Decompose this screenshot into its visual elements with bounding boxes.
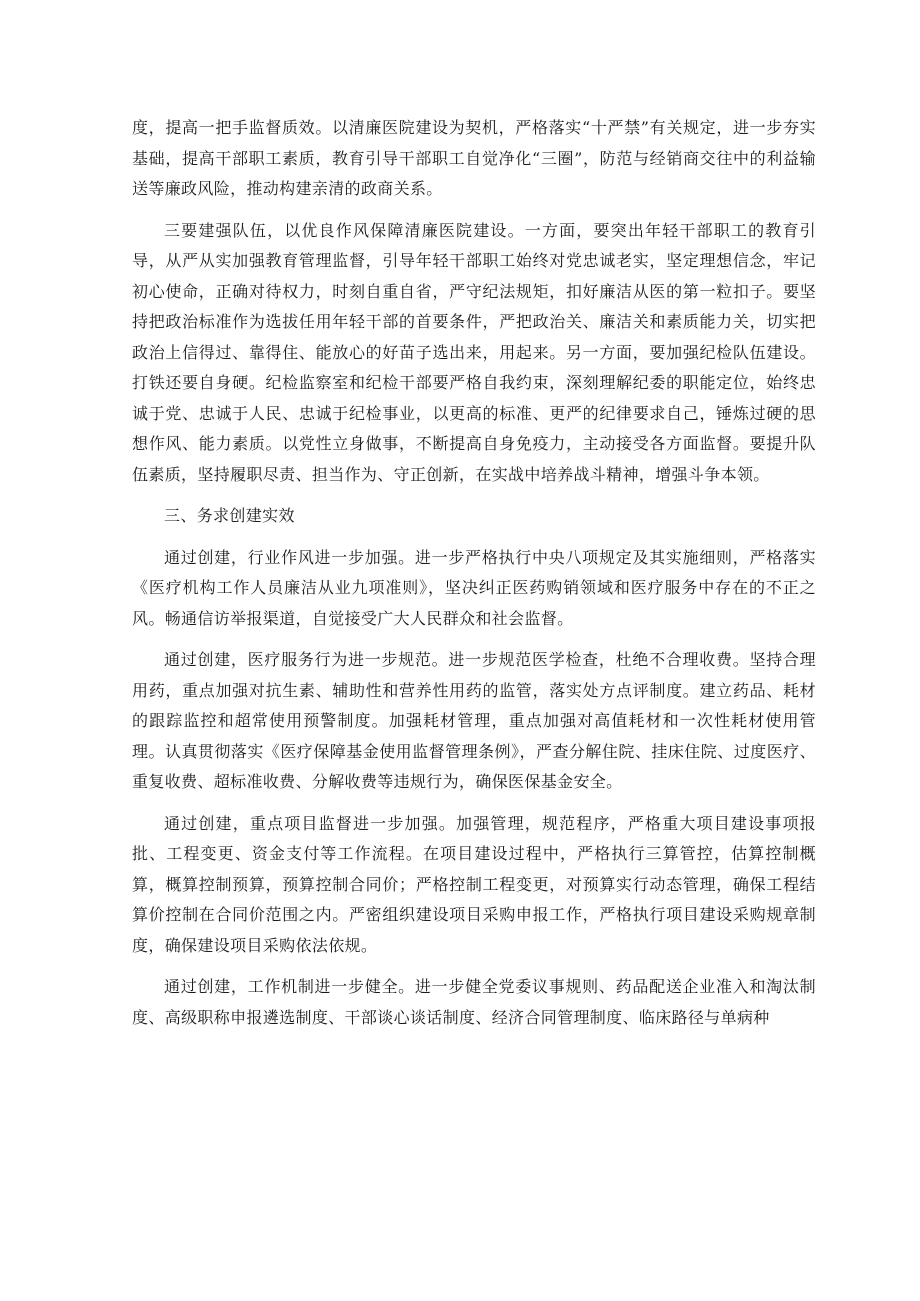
paragraph-team-building: 三要建强队伍，以优良作风保障清廉医院建设。一方面，要突出年轻干部职工的教育引导，从严从实加强教育管理监督，引导年轻干部职工始终对党忠诚老实，坚定理想信念，牢记初心使命，正确对待权力，时刻自重自省，严守纪法规矩，扣好廉洁从医的第一粒扣子。要坚持把政治标准作为选拔任用年轻干部的首要条件，严把政治关、廉洁关和素质能力关，切实把政治上信得过、靠得住、能放心的好苗子选出来，用起来。另一方面，要加强纪检队伍建设。打铁还要自身硬。纪检监察室和纪检干部要严格自我约束，深刻理解纪委的职能定位，始终忠诚于党、忠诚于人民、忠诚于纪检事业，以更高的标准、更严的纪律要求自己，锤炼过硬的思想作风、能力素质。以党性立身做事，不断提高自身免疫力，主动接受各方面监督。要提升队伍素质，坚持履职尽责、担当作为、守正创新，在实战中培养战斗精神，增强斗争本领。 [132,220,816,484]
document-body [132,113,816,1044]
section-heading-results: 三、务求创建实效 [164,506,295,525]
paragraph-medical-service: 通过创建，医疗服务行为进一步规范。进一步规范医学检查，杜绝不合理收费。坚持合理用药，重点加强对抗生素、辅助性和营养性用药的监管，落实处方点评制度。建立药品、耗材的跟踪监控和超常使用预警制度。加强耗材管理，重点加强对高值耗材和一次性耗材使用管理。认真贯彻落实《医疗保障基金使用监督管理条例》，严查分解住院、挂床住院、过度医疗、重复收费、超标准收费、分解收费等违规行为，确保医保基金安全。 [132,650,816,791]
paragraph-project-supervision: 通过创建，重点项目监督进一步加强。加强管理，规范程序，严格重大项目建设事项报批、工程变更、资金支付等工作流程。在项目建设过程中，严格执行三算管控，估算控制概算，概算控制预算，预算控制合同价；严格控制工程变更，对预算实行动态管理，确保工程结算价控制在合同价范围之内。严密组织建设项目采购申报工作，严格执行项目建设采购规章制度，确保建设项目采购依法依规。 [132,813,816,955]
paragraph-continuation: 度，提高一把手监督质效。以清廉医院建设为契机，严格落实“十严禁”有关规定，进一步夯实基础，提高干部职工素质，教育引导干部职工自觉净化“三圈”，防范与经销商交往中的利益输送等廉政风险，推动构建亲清的政商关系。 [132,118,816,198]
paragraph-industry-style: 通过创建，行业作风进一步加强。进一步严格执行中央八项规定及其实施细则，严格落实《医疗机构工作人员廉洁从业九项准则》，坚决纠正医药购销领域和医疗服务中存在的不正之风。畅通信访举报渠道，自觉接受广大人民群众和社会监督。 [132,547,816,628]
paragraph-work-mechanism: 通过创建，工作机制进一步健全。进一步健全党委议事规则、药品配送企业准入和淘汰制度、高级职称申报遴选制度、干部谈心谈话制度、经济合同管理制度、临床路径与单病种 [132,977,816,1027]
